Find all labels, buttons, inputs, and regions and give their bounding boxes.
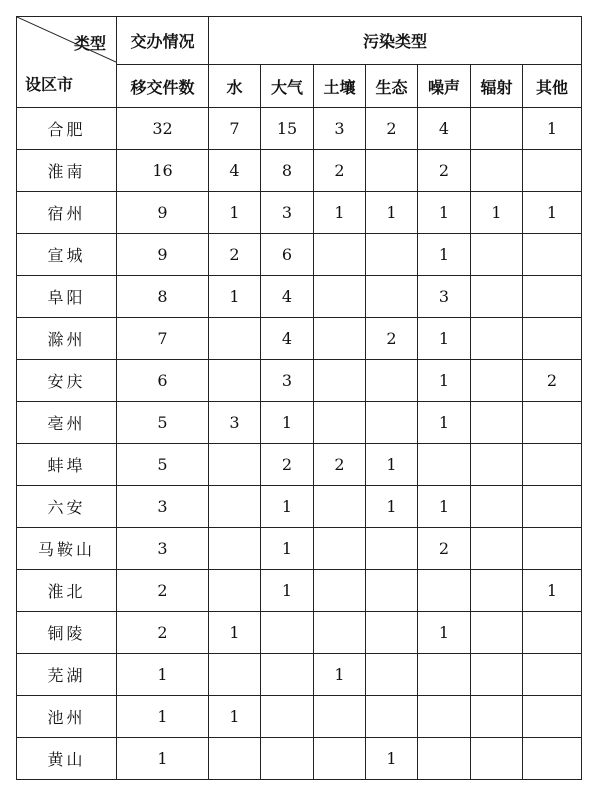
cell-other [523,738,582,780]
cell-city: 安庆 [17,360,117,402]
cell-count: 5 [117,402,209,444]
cell-noise: 1 [418,486,471,528]
cell-ecology [366,360,418,402]
col-header-water: 水 [209,65,261,108]
cell-air: 8 [261,150,314,192]
cell-city: 合肥 [17,108,117,150]
cell-soil: 1 [314,654,366,696]
cell-other [523,276,582,318]
cell-ecology: 2 [366,108,418,150]
cell-city: 黄山 [17,738,117,780]
table-row [17,150,582,192]
cell-count: 8 [117,276,209,318]
cell-city: 滁州 [17,318,117,360]
col-header-other: 其他 [523,65,582,108]
cell-city: 池州 [17,696,117,738]
cell-radiation [471,444,523,486]
table-row [17,738,582,780]
cell-water: 1 [209,696,261,738]
cell-noise: 2 [418,150,471,192]
cell-city: 芜湖 [17,654,117,696]
cell-soil [314,276,366,318]
cell-air: 15 [261,108,314,150]
table-row [17,192,582,234]
cell-count: 16 [117,150,209,192]
table-row [17,654,582,696]
cell-water: 1 [209,276,261,318]
cell-radiation [471,612,523,654]
cell-soil: 1 [314,192,366,234]
cell-noise: 2 [418,528,471,570]
cell-air: 1 [261,402,314,444]
cell-radiation [471,738,523,780]
cell-soil [314,738,366,780]
table-row [17,108,582,150]
cell-radiation [471,654,523,696]
cell-soil [314,234,366,276]
cell-other [523,696,582,738]
cell-soil [314,318,366,360]
cell-count: 2 [117,570,209,612]
cell-other [523,318,582,360]
cell-air: 1 [261,570,314,612]
cell-other: 1 [523,570,582,612]
cell-air [261,654,314,696]
cell-other [523,486,582,528]
complaint-statistics-table [16,16,582,780]
cell-radiation [471,108,523,150]
header-row-groups [17,17,582,65]
diagonal-corner-header [17,17,117,108]
cell-noise [418,696,471,738]
cell-city: 宣城 [17,234,117,276]
col-header-noise: 噪声 [418,65,471,108]
cell-water: 7 [209,108,261,150]
cell-other [523,234,582,276]
corner-label-type: 类型 [73,34,106,53]
table-row [17,612,582,654]
cell-radiation [471,318,523,360]
table-row [17,528,582,570]
cell-ecology: 1 [366,444,418,486]
cell-soil [314,486,366,528]
cell-ecology: 2 [366,318,418,360]
table-row [17,234,582,276]
cell-count: 3 [117,486,209,528]
table-row [17,360,582,402]
cell-ecology [366,234,418,276]
cell-other [523,150,582,192]
cell-count: 32 [117,108,209,150]
cell-count: 1 [117,654,209,696]
table-row [17,402,582,444]
cell-air [261,696,314,738]
col-header-count: 移交件数 [117,65,209,108]
cell-other: 1 [523,192,582,234]
cell-city: 宿州 [17,192,117,234]
cell-city: 淮南 [17,150,117,192]
cell-radiation [471,360,523,402]
cell-count: 5 [117,444,209,486]
cell-other: 2 [523,360,582,402]
table-body [17,108,582,780]
cell-radiation [471,150,523,192]
cell-other [523,444,582,486]
col-header-air: 大气 [261,65,314,108]
cell-count: 9 [117,192,209,234]
cell-radiation: 1 [471,192,523,234]
cell-air [261,612,314,654]
cell-noise [418,654,471,696]
cell-air: 1 [261,486,314,528]
cell-noise [418,444,471,486]
cell-other [523,612,582,654]
cell-water: 1 [209,612,261,654]
cell-radiation [471,696,523,738]
cell-noise: 1 [418,612,471,654]
cell-soil [314,528,366,570]
cell-ecology [366,654,418,696]
cell-air: 1 [261,528,314,570]
cell-other [523,654,582,696]
cell-water: 1 [209,192,261,234]
col-header-radiation: 辐射 [471,65,523,108]
cell-count: 3 [117,528,209,570]
cell-air: 4 [261,318,314,360]
col-header-soil: 土壤 [314,65,366,108]
cell-soil [314,570,366,612]
cell-noise: 1 [418,234,471,276]
cell-city: 六安 [17,486,117,528]
cell-noise: 1 [418,192,471,234]
cell-air: 3 [261,192,314,234]
cell-noise [418,738,471,780]
cell-water [209,528,261,570]
cell-city: 蚌埠 [17,444,117,486]
cell-soil: 3 [314,108,366,150]
cell-water [209,318,261,360]
cell-other [523,528,582,570]
cell-radiation [471,402,523,444]
cell-water: 3 [209,402,261,444]
cell-ecology [366,612,418,654]
cell-ecology [366,570,418,612]
cell-noise: 1 [418,360,471,402]
col-header-ecology: 生态 [366,65,418,108]
table-row [17,570,582,612]
cell-radiation [471,276,523,318]
cell-ecology [366,696,418,738]
cell-noise: 1 [418,318,471,360]
cell-ecology [366,528,418,570]
cell-water [209,570,261,612]
cell-ecology [366,402,418,444]
cell-noise: 3 [418,276,471,318]
cell-water: 4 [209,150,261,192]
table-row [17,696,582,738]
cell-city: 亳州 [17,402,117,444]
cell-soil: 2 [314,150,366,192]
cell-water [209,654,261,696]
cell-soil [314,696,366,738]
cell-ecology: 1 [366,738,418,780]
cell-air [261,738,314,780]
cell-ecology [366,276,418,318]
cell-count: 9 [117,234,209,276]
cell-noise: 4 [418,108,471,150]
cell-count: 1 [117,696,209,738]
cell-water [209,444,261,486]
table-row [17,276,582,318]
cell-ecology: 1 [366,486,418,528]
cell-air: 4 [261,276,314,318]
cell-other: 1 [523,108,582,150]
cell-water [209,486,261,528]
table-row [17,318,582,360]
cell-radiation [471,486,523,528]
cell-count: 6 [117,360,209,402]
cell-soil [314,360,366,402]
corner-label-city: 设区市 [25,75,74,94]
cell-city: 阜阳 [17,276,117,318]
cell-radiation [471,234,523,276]
table-row [17,444,582,486]
cell-air: 3 [261,360,314,402]
cell-ecology: 1 [366,192,418,234]
cell-count: 7 [117,318,209,360]
cell-soil [314,402,366,444]
cell-air: 2 [261,444,314,486]
cell-other [523,402,582,444]
table-row [17,486,582,528]
cell-soil [314,612,366,654]
cell-radiation [471,528,523,570]
cell-water [209,360,261,402]
cell-city: 马鞍山 [17,528,117,570]
cell-soil: 2 [314,444,366,486]
cell-ecology [366,150,418,192]
cell-city: 淮北 [17,570,117,612]
cell-water [209,738,261,780]
cell-radiation [471,570,523,612]
cell-water: 2 [209,234,261,276]
cell-count: 2 [117,612,209,654]
group-header-pollution-type: 污染类型 [209,17,582,65]
cell-city: 铜陵 [17,612,117,654]
cell-noise: 1 [418,402,471,444]
cell-count: 1 [117,738,209,780]
cell-noise [418,570,471,612]
group-header-handling: 交办情况 [117,17,209,65]
cell-air: 6 [261,234,314,276]
